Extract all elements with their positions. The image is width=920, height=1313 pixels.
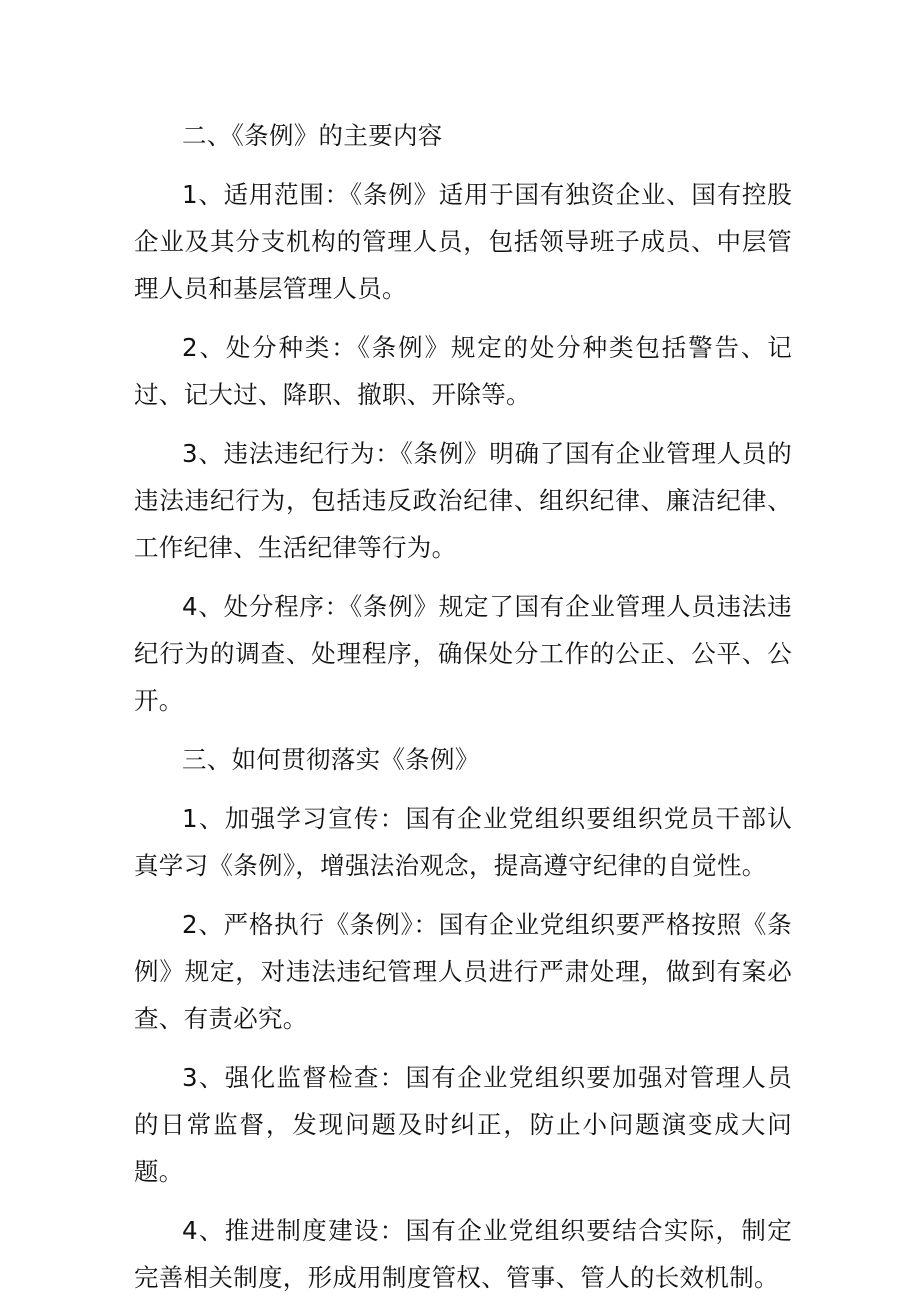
paragraph-penalty-types: 2、处分种类：《条例》规定的处分种类包括警告、记过、记大过、降职、撤职、开除等。 [134, 333, 792, 409]
paragraph-supervision: 3、强化监督检查：国有企业党组织要加强对管理人员的日常监督，发现问题及时纠正，防止小问题演变成大问题。 [134, 1063, 792, 1186]
paragraph-study-publicity: 1、加强学习宣传：国有企业党组织要组织党员干部认真学习《条例》，增强法治观念，提高遵守纪律的自觉性。 [134, 804, 792, 880]
section-heading-main-content: 二、《条例》的主要内容 [182, 121, 443, 150]
section-heading-implementation: 三、如何贯彻落实《条例》 [182, 745, 480, 774]
paragraph-procedure: 4、处分程序：《条例》规定了国有企业管理人员违法违纪行为的调查、处理程序，确保处分工作的公正、公平、公开。 [134, 592, 792, 715]
paragraph-system-building: 4、推进制度建设：国有企业党组织要结合实际，制定完善相关制度，形成用制度管权、管事、管人的长效机制。 [134, 1216, 792, 1292]
paragraph-violations: 3、违法违纪行为：《条例》明确了国有企业管理人员的违法违纪行为，包括违反政治纪律、组织纪律、廉洁纪律、工作纪律、生活纪律等行为。 [134, 439, 792, 562]
paragraph-scope: 1、适用范围：《条例》适用于国有独资企业、国有控股企业及其分支机构的管理人员，包括领导班子成员、中层管理人员和基层管理人员。 [134, 180, 792, 303]
document-body [134, 112, 792, 1313]
paragraph-strict-enforcement: 2、严格执行《条例》：国有企业党组织要严格按照《条例》规定，对违法违纪管理人员进行严肃处理，做到有案必查、有责必究。 [134, 910, 792, 1033]
